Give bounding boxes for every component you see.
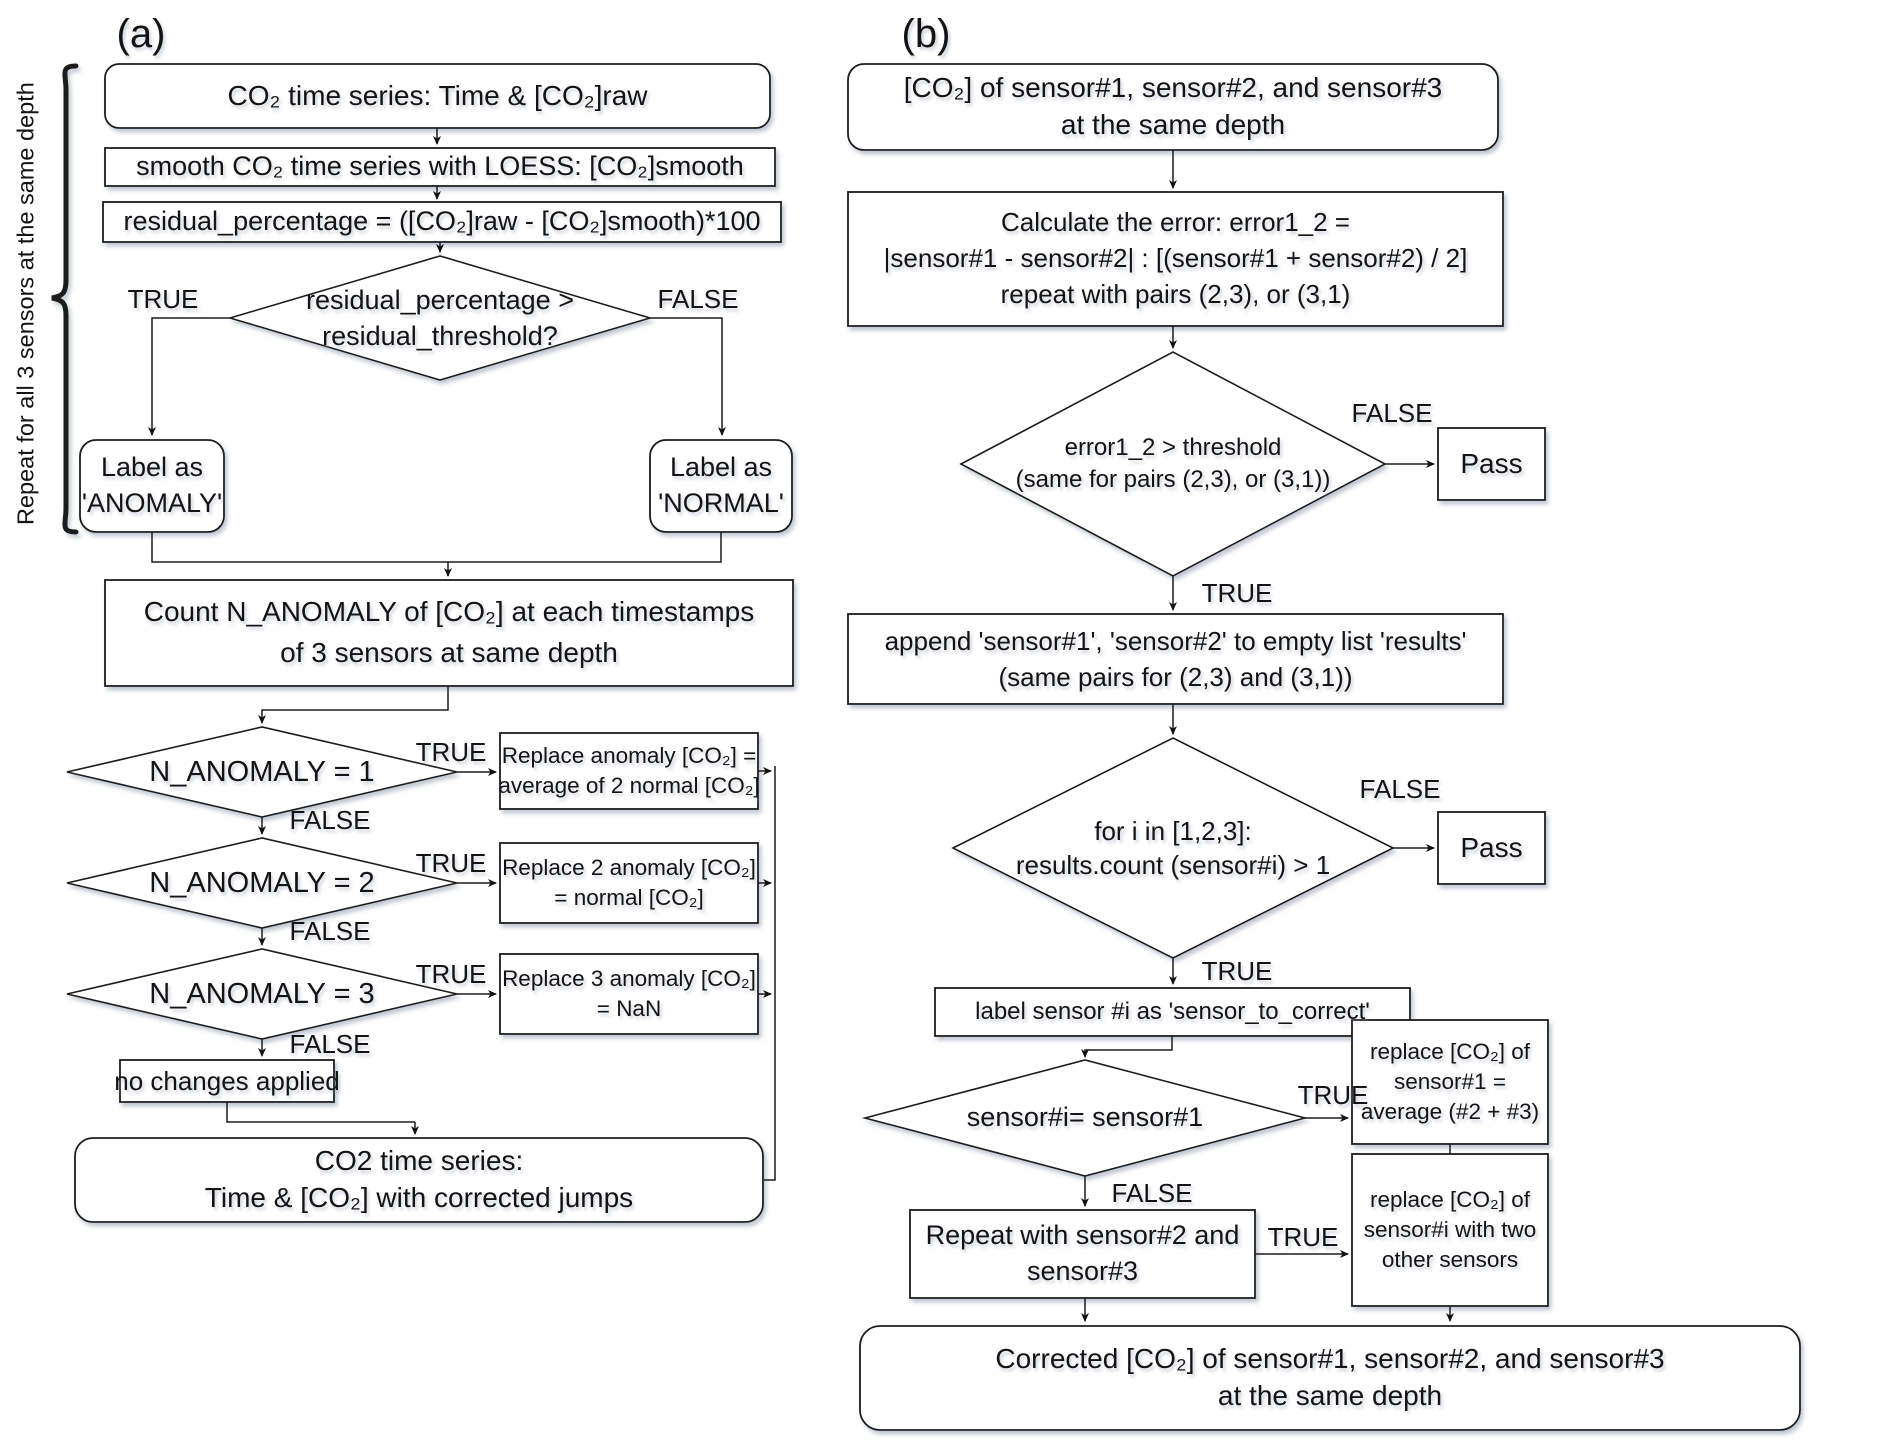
b-sensor-i-label: sensor#i= sensor#1 (966, 1102, 1204, 1133)
a-n-anomaly-2-label: N_ANOMALY = 2 (149, 866, 375, 899)
b-results-count-label: for i in [1,2,3]: results.count (sensor#i) > 1 (1015, 815, 1331, 880)
a-label-normal-text: Label as 'NORMAL' (658, 452, 784, 518)
b-input-label: [CO₂] of sensor#1, sensor#2, and sensor#3 at the same depth (903, 72, 1443, 140)
b-true-label-2: TRUE (1201, 955, 1273, 986)
b-label-sensor-text: label sensor #i as 'sensor_to_correct' (975, 998, 1370, 1026)
a-edge-false-normal (650, 318, 722, 435)
a-true-label-1: TRUE (127, 283, 199, 314)
a-replace-2-label: Replace 2 anomaly [CO₂] = normal [CO₂] (502, 855, 756, 910)
a-false-label-3: FALSE (289, 915, 371, 946)
a-input-label: CO₂ time series: Time & [CO₂]raw (227, 79, 648, 111)
a-true-label-4: TRUE (415, 958, 487, 989)
b-true-label-4: TRUE (1267, 1221, 1339, 1252)
a-residual-label: residual_percentage = ([CO₂]raw - [CO₂]smooth)*100 (123, 206, 761, 237)
a-edge-collector-output (764, 766, 775, 1180)
a-edge-true-anomaly (152, 318, 230, 435)
a-edge-normal-merge (448, 532, 721, 562)
b-true-label-3: TRUE (1297, 1079, 1369, 1110)
a-smooth-label: smooth CO₂ time series with LOESS: [CO₂]smooth (136, 151, 744, 182)
a-edge-count-n1 (262, 686, 448, 723)
b-false-label-1: FALSE (1351, 397, 1433, 428)
b-error-threshold-label: error1_2 > threshold (same for pairs (2,3), or (3,1)) (1015, 434, 1331, 493)
a-n-anomaly-3-label: N_ANOMALY = 3 (149, 977, 375, 1010)
b-false-label-2: FALSE (1359, 773, 1441, 804)
a-n-anomaly-1-label: N_ANOMALY = 1 (149, 755, 375, 788)
b-replace-sensor-i-label: replace [CO₂] of sensor#i with two other sensors (1363, 1187, 1537, 1272)
b-true-label-1: TRUE (1201, 577, 1273, 608)
b-false-label-3: FALSE (1111, 1177, 1193, 1208)
a-replace-3-label: Replace 3 anomaly [CO₂] = NaN (502, 966, 756, 1021)
b-repeat-label: Repeat with sensor#2 and sensor#3 (925, 1220, 1240, 1286)
b-panel-title: (b) (901, 11, 951, 56)
b-pass-2-label: Pass (1460, 831, 1523, 863)
a-true-label-2: TRUE (415, 736, 487, 767)
a-panel-title: (a) (116, 11, 166, 56)
b-calc-error-label: Calculate the error: error1_2 = |sensor#1 - sensor#2| : [(sensor#1 + sensor#2) / 2] repeat with pairs (2,3), or (3,1) (883, 207, 1468, 309)
a-edge-nochange-step (227, 1102, 415, 1122)
repeat-brace (52, 66, 76, 532)
b-replace-sensor1-label: replace [CO₂] of sensor#1 = average (#2 + #3) (1360, 1039, 1540, 1124)
b-pass-1-label: Pass (1460, 447, 1523, 479)
a-side-label: Repeat for all 3 sensors at the same depth (12, 82, 39, 526)
a-edge-anomaly-merge (152, 532, 448, 562)
a-count-label: Count N_ANOMALY of [CO₂] at each timestamps of 3 sensors at same depth (143, 596, 755, 668)
a-label-anomaly-text: Label as 'ANOMALY' (81, 452, 223, 518)
b-edge-labelsensor-decision3 (1085, 1036, 1172, 1057)
a-false-label-4: FALSE (289, 1028, 371, 1059)
a-replace-1-label: Replace anomaly [CO₂] = average of 2 normal [CO₂] (498, 743, 760, 798)
b-append-label: append 'sensor#1', 'sensor#2' to empty list 'results' (same pairs for (2,3) and (3,1)) (884, 625, 1467, 692)
a-true-label-3: TRUE (415, 847, 487, 878)
b-output-label: Corrected [CO₂] of sensor#1, sensor#2, and sensor#3 at the same depth (995, 1343, 1665, 1411)
a-residual-decision-label: residual_percentage > residual_threshold? (306, 285, 574, 351)
a-false-label-1: FALSE (657, 283, 739, 314)
a-no-changes-label: no changes applied (114, 1065, 340, 1096)
a-output-label: CO2 time series: Time & [CO₂] with corrected jumps (204, 1145, 634, 1213)
a-false-label-2: FALSE (289, 804, 371, 835)
